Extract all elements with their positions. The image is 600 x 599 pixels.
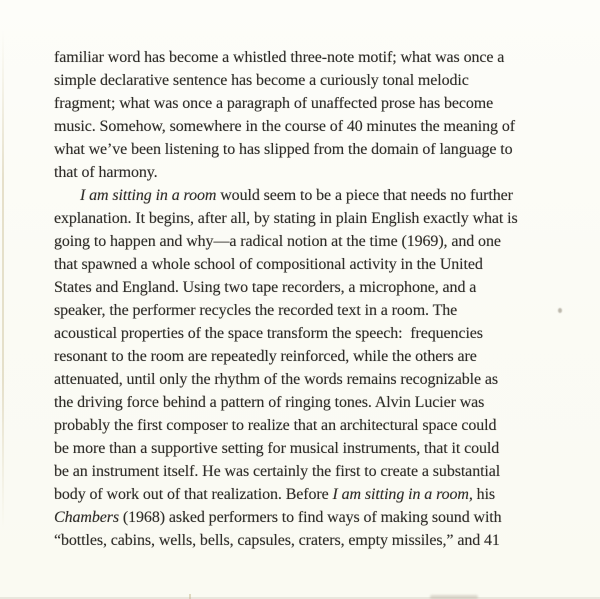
text-line xyxy=(54,391,570,414)
text-segment: simple declarative sentence has become a curiously tonal melodic xyxy=(54,72,469,89)
text-segment: (1968) asked performers to find ways of making sound with xyxy=(118,509,502,526)
text-segment: be an instrument itself. He was certainly the first to create a substantial xyxy=(54,463,501,480)
text-segment: explanation. It begins, after all, by stating in plain English exactly what is xyxy=(54,210,518,227)
italic-text-segment: Chambers xyxy=(54,509,119,526)
text-segment: his xyxy=(472,486,496,503)
text-segment: be more than a supportive setting for musical instruments, that it could xyxy=(54,440,500,457)
text-line xyxy=(54,46,570,69)
scan-speck-right xyxy=(558,308,562,313)
text-line xyxy=(54,299,570,322)
text-line xyxy=(54,322,570,345)
text-line xyxy=(54,115,570,138)
text-segment: probably the first composer to realize that an architectural space could xyxy=(54,417,497,434)
text-segment: music. Somehow, somewhere in the course of 40 minutes the meaning of xyxy=(54,118,515,135)
text-line xyxy=(54,414,570,437)
text-line xyxy=(54,529,570,552)
text-line xyxy=(54,161,570,184)
text-line xyxy=(54,276,570,299)
text-segment: fragment; what was once a paragraph of unaffected prose has become xyxy=(54,95,494,112)
scan-edge-artifact-left xyxy=(2,30,4,530)
text-line xyxy=(54,506,570,529)
text-segment: what we’ve been listening to has slipped from the domain of language to xyxy=(54,141,513,158)
text-segment: that of harmony. xyxy=(54,164,158,181)
text-line xyxy=(54,69,570,92)
text-segment: that spawned a whole school of compositional activity in the United xyxy=(54,256,483,273)
text-line xyxy=(54,207,570,230)
liner-notes-text xyxy=(54,46,570,552)
text-segment: body of work out of that realization. Before xyxy=(54,486,333,503)
italic-text-segment: I am sitting in a room xyxy=(80,187,217,204)
text-line xyxy=(54,368,570,391)
text-segment: speaker, the performer recycles the recorded text in a room. The xyxy=(54,302,458,319)
text-line xyxy=(54,138,570,161)
text-segment: would seem to be a piece that needs no further xyxy=(216,187,513,204)
text-segment: going to happen and why—a radical notion at the time (1969), and one xyxy=(54,233,501,250)
italic-text-segment: I am sitting in a room, xyxy=(332,486,473,503)
text-line xyxy=(54,483,570,506)
text-line xyxy=(54,345,570,368)
text-segment: “bottles, cabins, wells, bells, capsules, craters, empty missiles,” and 41 xyxy=(54,532,500,549)
text-line xyxy=(54,437,570,460)
text-segment: the driving force behind a pattern of ringing tones. Alvin Lucier was xyxy=(54,394,485,411)
text-line xyxy=(54,460,570,483)
text-line xyxy=(54,184,570,207)
text-line xyxy=(54,230,570,253)
text-line xyxy=(54,92,570,115)
text-segment: familiar word has become a whistled three-note motif; what was once a xyxy=(54,49,505,66)
text-segment: acoustical properties of the space transform the speech: frequencies xyxy=(54,325,483,342)
text-segment: States and England. Using two tape recorders, a microphone, and a xyxy=(54,279,477,296)
text-segment: resonant to the room are repeatedly reinforced, while the others are xyxy=(54,348,477,365)
text-segment: attenuated, until only the rhythm of the words remains recognizable as xyxy=(54,371,498,388)
text-line xyxy=(54,253,570,276)
